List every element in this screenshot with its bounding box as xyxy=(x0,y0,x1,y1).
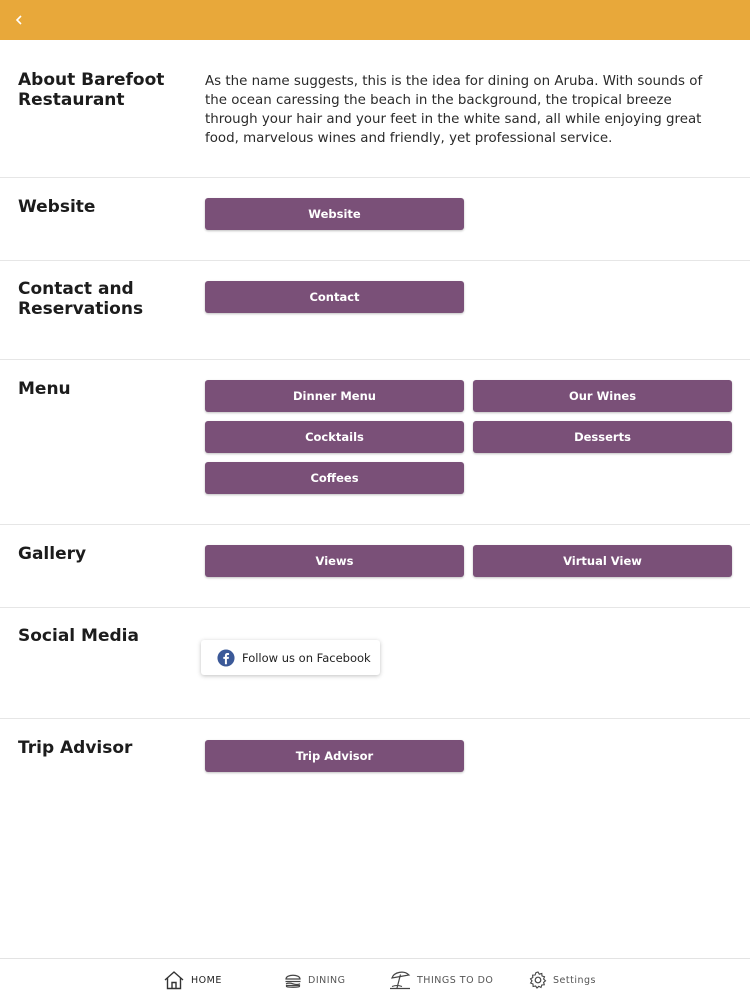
section-title-menu: Menu xyxy=(18,379,71,399)
section-website xyxy=(0,178,750,261)
menu-button-coffees[interactable]: Coffees xyxy=(205,462,464,494)
website-button[interactable]: Website xyxy=(205,198,464,230)
tab-settings-label: Settings xyxy=(553,974,596,986)
section-gallery xyxy=(0,525,750,608)
tab-home[interactable] xyxy=(163,969,222,991)
section-title-contact: Contact and Reservations xyxy=(18,279,144,319)
burger-icon xyxy=(284,971,302,989)
gear-icon xyxy=(529,971,547,989)
home-icon xyxy=(163,970,185,990)
menu-button-dinner[interactable]: Dinner Menu xyxy=(205,380,464,412)
bottom-tab-bar xyxy=(0,958,750,1000)
section-title-tripadvisor: Trip Advisor xyxy=(18,738,133,758)
gallery-button-views[interactable]: Views xyxy=(205,545,464,577)
tab-things-to-do[interactable] xyxy=(389,969,493,991)
tab-settings[interactable] xyxy=(529,969,596,991)
section-tripadvisor xyxy=(0,719,750,819)
section-title-website: Website xyxy=(18,197,96,217)
section-about xyxy=(0,40,750,178)
menu-button-desserts[interactable]: Desserts xyxy=(473,421,732,453)
tab-dining[interactable] xyxy=(284,969,346,991)
gallery-button-virtual-view[interactable]: Virtual View xyxy=(473,545,732,577)
contact-button[interactable]: Contact xyxy=(205,281,464,313)
about-text: As the name suggests, this is the idea for dining on Aruba. With sounds of the ocean caressing the beach in the background, the tropical breeze through your hair and your feet in the white sand, all while enjoying great food, marvelous wines and friendly, yet professional service. xyxy=(205,74,703,146)
tab-home-label: HOME xyxy=(191,974,222,986)
section-title-gallery: Gallery xyxy=(18,544,87,564)
beach-umbrella-icon xyxy=(389,970,411,990)
menu-button-wines[interactable]: Our Wines xyxy=(473,380,732,412)
menu-button-cocktails[interactable]: Cocktails xyxy=(205,421,464,453)
tab-things-to-do-label: THINGS TO DO xyxy=(417,974,494,986)
tab-dining-label: DINING xyxy=(308,974,346,986)
tripadvisor-button[interactable]: Trip Advisor xyxy=(205,740,464,772)
chevron-left-icon[interactable] xyxy=(10,10,30,30)
section-contact xyxy=(0,261,750,360)
section-title-social: Social Media xyxy=(18,626,139,646)
facebook-button-label: Follow us on Facebook xyxy=(242,650,371,665)
section-menu xyxy=(0,360,750,525)
facebook-button[interactable] xyxy=(201,640,380,675)
section-social xyxy=(0,608,750,719)
top-bar xyxy=(0,0,750,40)
section-title-about: About Barefoot Restaurant xyxy=(18,70,165,110)
facebook-icon xyxy=(217,649,235,667)
